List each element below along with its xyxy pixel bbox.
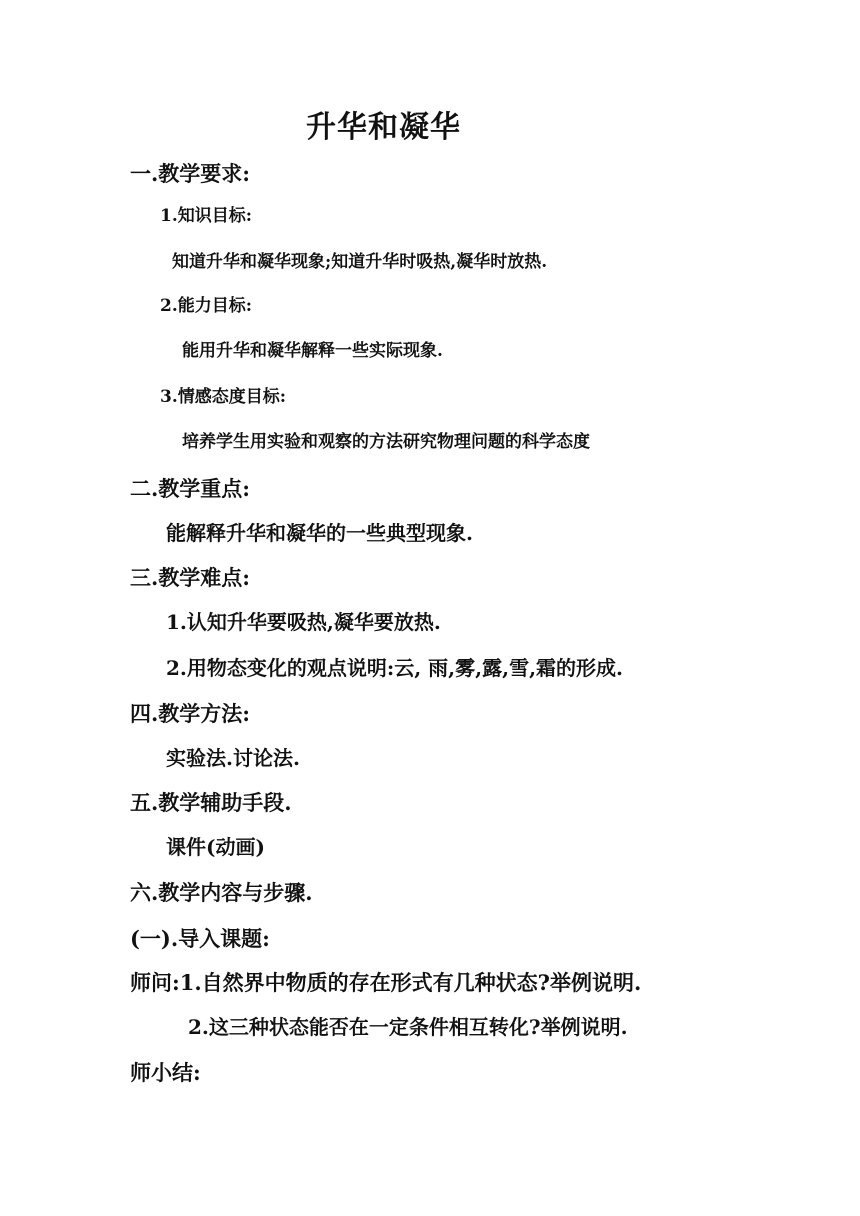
difficulty-item-1: 1.认知升华要吸热,凝华要放热. (166, 610, 441, 634)
teacher-summary-label: 师小结: (130, 1060, 201, 1085)
methods-text: 实验法.讨论法. (166, 746, 300, 770)
section-heading-aids: 五.教学辅助手段. (130, 790, 292, 815)
requirement-attitude-text: 培养学生用实验和观察的方法研究物理问题的科学态度 (182, 432, 590, 452)
key-points-text: 能解释升华和凝华的一些典型现象. (166, 521, 473, 545)
teacher-question-1: 师问:1.自然界中物质的存在形式有几种状态?举例说明. (130, 970, 642, 995)
requirement-ability-label: 2.能力目标: (160, 296, 253, 316)
section-heading-difficulties: 三.教学难点: (130, 565, 251, 590)
section-heading-methods: 四.教学方法: (130, 701, 251, 726)
requirement-knowledge-text: 知道升华和凝华现象;知道升华时吸热,凝华时放热. (172, 252, 548, 272)
teacher-question-2: 2.这三种状态能否在一定条件相互转化?举例说明. (188, 1015, 628, 1039)
section-heading-key-points: 二.教学重点: (130, 476, 251, 501)
difficulty-item-2: 2.用物态变化的观点说明:云, 雨,雾,露,雪,霜的形成. (166, 656, 624, 680)
requirement-ability-text: 能用升华和凝华解释一些实际现象. (182, 341, 443, 361)
requirement-attitude-label: 3.情感态度目标: (160, 387, 287, 407)
section-heading-requirements: 一.教学要求: (130, 161, 251, 186)
section-heading-content-steps: 六.教学内容与步骤. (130, 880, 313, 905)
requirement-knowledge-label: 1.知识目标: (160, 206, 253, 226)
subsection-intro-heading: (一).导入课题: (130, 926, 270, 951)
aids-text: 课件(动画) (166, 835, 265, 859)
document-title: 升华和凝华 (306, 110, 461, 145)
